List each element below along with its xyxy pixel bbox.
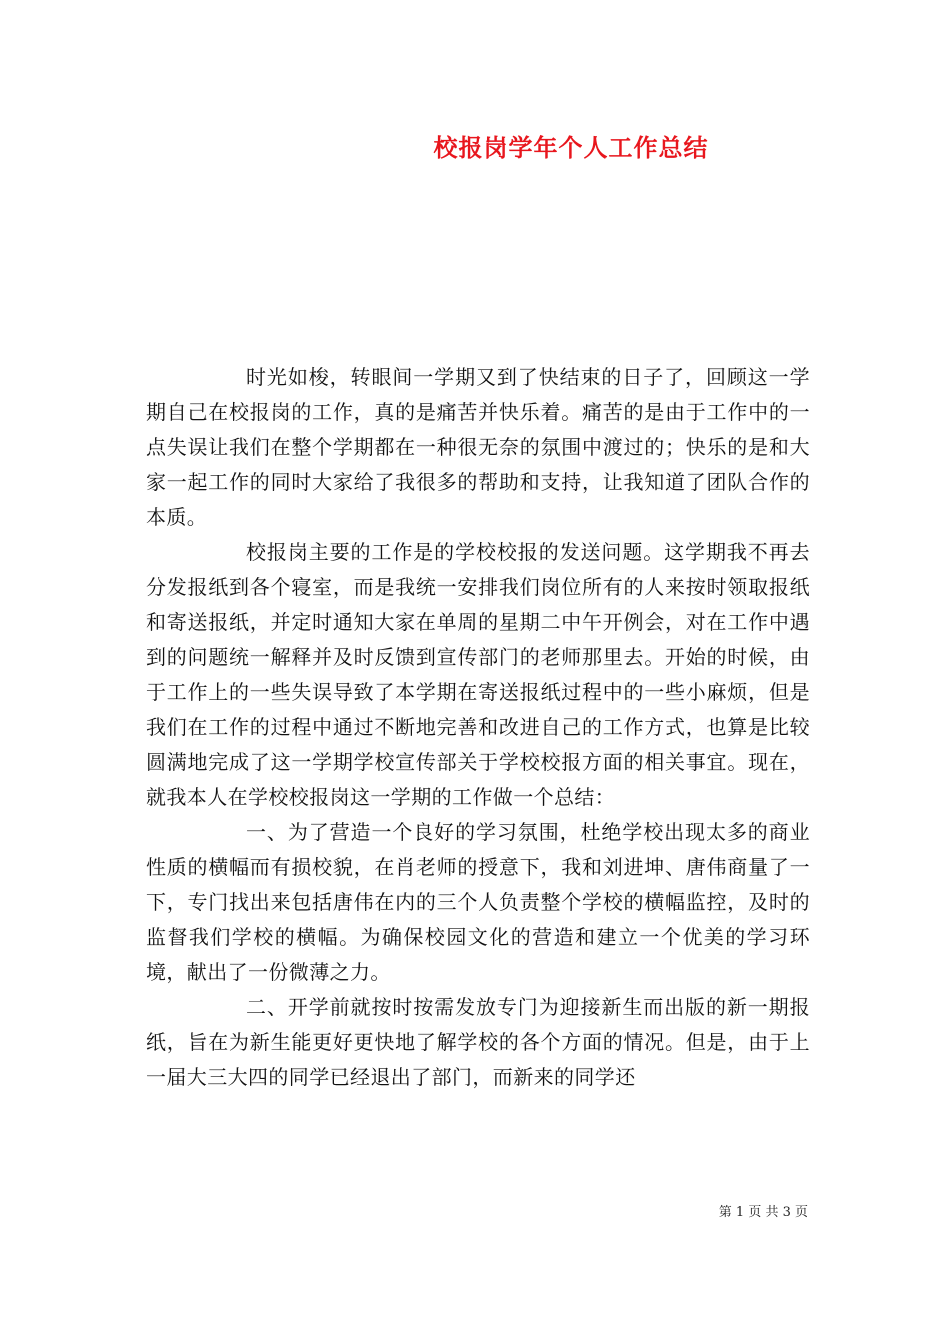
page-number-footer: 第 1 页 共 3 页	[718, 1205, 808, 1220]
paragraph-item-one: 一、为了营造一个良好的学习氛围，杜绝学校出现太多的商业性质的横幅而有损校貌，在肖老师的授意下，我和刘进坤、唐伟商量了一下，专门找出来包括唐伟在内的三个人负责整个学校的横幅监控，及时的监督我们学校的横幅。为确保校园文化的营造和建立一个优美的学习环境，献出了一份微薄之力。	[146, 820, 810, 984]
paragraph-main-duties: 校报岗主要的工作是的学校校报的发送问题。这学期我不再去分发报纸到各个寝室，而是我统一安排我们岗位所有的人来按时领取报纸和寄送报纸，并定时通知大家在单周的星期二中午开例会，对在工作中遇到的问题统一解释并及时反馈到宣传部门的老师那里去。开始的时候，由于工作上的一些失误导致了本学期在寄送报纸过程中的一些小麻烦，但是我们在工作的过程中通过不断地完善和改进自己的工作方式，也算是比较圆满地完成了这一学期学校宣传部关于学校校报方面的相关事宜。现在，就我本人在学校校报岗这一学期的工作做一个总结：	[146, 540, 810, 809]
document-body	[146, 360, 810, 1095]
paragraph-intro: 时光如梭，转眼间一学期又到了快结束的日子了，回顾这一学期自己在校报岗的工作，真的是痛苦并快乐着。痛苦的是由于工作中的一点失误让我们在整个学期都在一种很无奈的氛围中渡过的；快乐的是和大家一起工作的同时大家给了我很多的帮助和支持，让我知道了团队合作的本质。	[146, 365, 810, 529]
document-title: 校报岗学年个人工作总结	[433, 133, 709, 162]
paragraph-item-two: 二、开学前就按时按需发放专门为迎接新生而出版的新一期报纸，旨在为新生能更好更快地了解学校的各个方面的情况。但是，由于上一届大三大四的同学已经退出了部门，而新来的同学还	[146, 995, 810, 1089]
